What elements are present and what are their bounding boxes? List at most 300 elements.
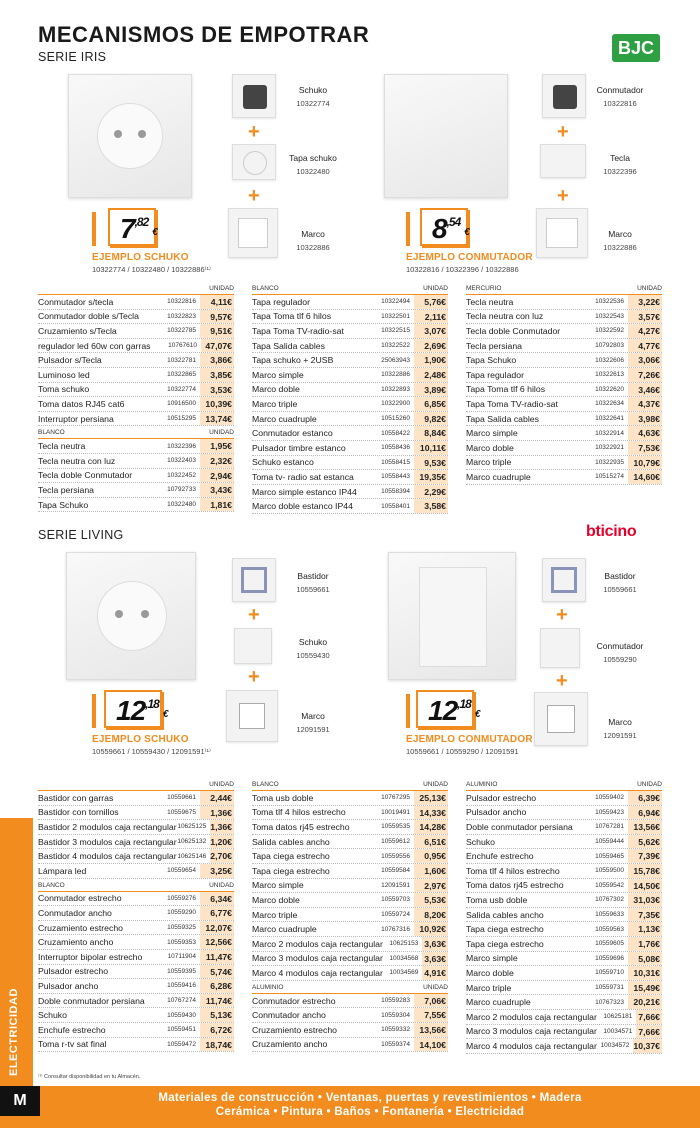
plus-sign: + — [556, 604, 568, 626]
table-header — [38, 426, 234, 439]
product-price: 2,48€ — [414, 368, 448, 382]
product-name: Lámpara led — [38, 865, 87, 876]
table-row — [38, 979, 234, 994]
product-code: 10559724 — [381, 911, 410, 919]
product-code: 10322900 — [381, 400, 410, 408]
caption: Conmutador 10559290 — [596, 641, 644, 664]
table-row — [466, 426, 662, 441]
product-code: 10559395 — [167, 967, 196, 975]
product-price: 3,63€ — [424, 953, 446, 964]
table-row — [38, 439, 234, 454]
table-row — [466, 981, 662, 996]
product-price: 3,22€ — [628, 295, 662, 309]
product-price: 3,53€ — [200, 383, 234, 397]
table-row — [38, 835, 234, 850]
product-code: 10558401 — [381, 502, 410, 510]
product-code: 10515295 — [167, 415, 196, 423]
product-price: 6,85€ — [414, 397, 448, 411]
product-code: 10559374 — [381, 1040, 410, 1048]
product-code: 10034572 — [600, 1042, 630, 1050]
example-codes: 10322816 / 10322396 / 10322886 — [406, 265, 519, 274]
product-price: 5,76€ — [414, 295, 448, 309]
price-table — [466, 282, 662, 485]
schuko-socket-image — [68, 74, 192, 198]
product-name: Luminoso led — [38, 369, 90, 380]
product-name: Marco doble — [466, 442, 514, 453]
product-name: Toma tlf 4 hilos estrecho — [466, 865, 560, 876]
product-name: Tapa ciega estrecho — [466, 938, 544, 949]
product-price: 1,36€ — [200, 806, 234, 820]
product-code: 10559633 — [595, 911, 624, 919]
product-name: Marco 2 modulos caja rectangular — [466, 1011, 597, 1022]
product-name: Salida cables ancho — [466, 909, 544, 920]
product-name: Tapa Toma TV-radio-sat — [466, 398, 558, 409]
table-row — [252, 994, 448, 1009]
table-row — [38, 1008, 234, 1023]
product-name: Cruzamiento estrecho — [252, 1024, 337, 1035]
caption: Tecla 10322396 — [603, 153, 637, 176]
product-name: Marco doble — [252, 894, 300, 905]
product-price: 5,74€ — [200, 965, 234, 979]
product-price: 9,82€ — [414, 412, 448, 426]
product-code: 10767295 — [381, 794, 410, 802]
table-row — [252, 412, 448, 427]
table-row — [466, 310, 662, 325]
product-name: Cruzamiento ancho — [252, 1039, 328, 1050]
table-row — [38, 921, 234, 936]
product-price: 12,56€ — [200, 935, 234, 949]
product-name: Tecla neutra — [466, 296, 514, 307]
serie-iris-heading: SERIE IRIS — [38, 50, 107, 64]
product-name: Pulsador timbre estanco — [252, 442, 346, 453]
product-price: 11,47€ — [200, 950, 234, 964]
product-code: 10559451 — [167, 1026, 196, 1034]
product-name: Marco simple estanco IP44 — [252, 486, 357, 497]
product-price: 3,58€ — [414, 499, 448, 513]
table-row — [252, 864, 448, 879]
product-code: 10916500 — [167, 400, 196, 408]
price-table — [252, 282, 448, 514]
product-price: 2,44€ — [200, 791, 234, 805]
table-row — [466, 383, 662, 398]
product-name: Bastidor con tornillos — [38, 807, 119, 818]
product-code: 10711904 — [167, 953, 196, 961]
table-row — [252, 485, 448, 500]
product-price: 9,51€ — [200, 324, 234, 338]
product-price: 1,20€ — [210, 836, 232, 847]
table-row — [252, 835, 448, 850]
product-price: 3,86€ — [200, 353, 234, 367]
example-label: EJEMPLO SCHUKO — [92, 734, 189, 745]
product-code: 10322543 — [595, 312, 624, 320]
product-code: 10322914 — [595, 429, 624, 437]
product-name: Marco doble — [466, 967, 514, 978]
table-row — [38, 454, 234, 469]
table-row — [38, 397, 234, 412]
table-row — [252, 441, 448, 456]
table-row — [466, 397, 662, 412]
product-name: Marco simple — [252, 369, 304, 380]
product-name: Schuko — [466, 836, 495, 847]
tapa-schuko-image — [232, 144, 276, 180]
product-code: 10322620 — [595, 385, 624, 393]
product-code: 10559332 — [381, 1026, 410, 1034]
table-row — [38, 498, 234, 513]
table-row — [466, 1010, 662, 1025]
table-row — [252, 806, 448, 821]
product-code: 10322865 — [167, 371, 196, 379]
table-row — [252, 1008, 448, 1023]
table-row — [38, 469, 234, 484]
table-row — [38, 383, 234, 398]
table-row — [466, 1025, 662, 1040]
product-code: 10767323 — [595, 998, 624, 1006]
product-code: 10322935 — [595, 458, 624, 466]
product-price: 14,60€ — [628, 470, 662, 484]
table-row — [252, 310, 448, 325]
table-row — [466, 908, 662, 923]
price-tag: 12 ,18 € — [104, 690, 162, 728]
product-code: 10559654 — [167, 867, 196, 875]
price-accent — [406, 212, 410, 246]
table-unit-label: UNIDAD — [423, 285, 448, 292]
product-name: Tapa Schuko — [38, 499, 89, 510]
product-price: 6,77€ — [200, 906, 234, 920]
product-code: 10322536 — [595, 298, 624, 306]
product-price: 5,53€ — [414, 893, 448, 907]
product-price: 4,11€ — [200, 295, 234, 309]
table-group-label: BLANCO — [252, 285, 279, 292]
product-name: Cruzamiento estrecho — [38, 922, 123, 933]
table-row — [466, 893, 662, 908]
table-row — [252, 849, 448, 864]
bjc-logo: BJC — [612, 34, 660, 62]
product-price: 1,90€ — [414, 353, 448, 367]
bastidor-image — [232, 558, 276, 602]
table-group-label: BLANCO — [252, 781, 279, 788]
product-code: 10625153 — [389, 940, 419, 948]
caption: Marco 12091591 — [296, 711, 330, 734]
product-name: Conmutador ancho — [252, 1010, 326, 1021]
table-unit-label: UNIDAD — [209, 881, 234, 889]
product-name: Toma usb doble — [466, 894, 528, 905]
plus-sign: + — [248, 604, 260, 626]
plus-sign: + — [248, 121, 260, 143]
product-code: 10559605 — [595, 940, 624, 948]
product-code: 10767316 — [381, 925, 410, 933]
table-group-label: BLANCO — [38, 429, 65, 437]
plus-sign: + — [557, 121, 569, 143]
price-accent — [406, 694, 410, 728]
product-name: Conmutador doble s/Tecla — [38, 311, 139, 322]
product-name: Tapa Salida cables — [466, 413, 539, 424]
product-price: 1,60€ — [414, 864, 448, 878]
product-code: 12091591 — [381, 881, 410, 889]
product-code: 10559542 — [595, 881, 624, 889]
table-row — [38, 483, 234, 498]
table-row — [252, 1023, 448, 1038]
product-price: 3,89€ — [414, 383, 448, 397]
product-code: 10559444 — [595, 838, 624, 846]
product-price: 3,98€ — [628, 412, 662, 426]
product-price: 1,81€ — [200, 498, 234, 512]
marco-image — [536, 208, 588, 258]
product-code: 10558422 — [381, 429, 410, 437]
product-code: 10792733 — [167, 486, 196, 494]
product-name: Conmutador s/tecla — [38, 296, 114, 307]
living-schuko-image — [66, 552, 196, 680]
footer-categories-line2: Cerámica • Pintura • Baños • Fontanería • Electricidad — [215, 1106, 525, 1118]
table-row — [252, 397, 448, 412]
product-price: 4,27€ — [628, 324, 662, 338]
product-name: Pulsador estrecho — [38, 966, 109, 977]
product-code: 10322494 — [381, 298, 410, 306]
product-name: Pulsador ancho — [466, 807, 527, 818]
product-name: Toma schuko — [38, 384, 90, 395]
table-row — [252, 339, 448, 354]
table-header — [252, 981, 448, 994]
product-code: 10792803 — [595, 342, 624, 350]
caption: Bastidor 10559661 — [603, 571, 637, 594]
product-price: 2,94€ — [200, 469, 234, 483]
product-price: 2,11€ — [414, 310, 448, 324]
product-name: Doble conmutador persiana — [466, 821, 573, 832]
product-price: 1,36€ — [210, 822, 232, 833]
product-price: 6,39€ — [628, 791, 662, 805]
product-price: 10,39€ — [200, 397, 234, 411]
product-name: Bastidor 2 modulos caja rectangular — [38, 821, 177, 832]
product-name: Tapa Salida cables — [252, 340, 325, 351]
product-code: 10559661 — [167, 794, 196, 802]
table-row — [252, 820, 448, 835]
product-code: 10625146 — [177, 852, 207, 860]
product-code: 10625125 — [177, 823, 207, 831]
price-table — [466, 778, 662, 1054]
product-name: Marco 3 modulos caja rectangular — [466, 1026, 597, 1037]
product-price: 12,07€ — [200, 921, 234, 935]
product-price: 14,10€ — [414, 1038, 448, 1052]
table-header — [252, 778, 448, 791]
product-price: 2,29€ — [414, 485, 448, 499]
table-row — [38, 820, 234, 835]
product-code: 10559283 — [381, 997, 410, 1005]
table-row — [38, 1023, 234, 1038]
table-row — [466, 820, 662, 835]
price-tag: 7 ,82 € — [108, 208, 156, 246]
table-header — [466, 778, 662, 791]
table-row — [466, 864, 662, 879]
product-name: Marco triple — [466, 982, 512, 993]
product-code: 10559402 — [595, 794, 624, 802]
table-row — [466, 952, 662, 967]
product-name: Marco cuadruple — [466, 471, 531, 482]
product-name: Toma datos rj45 estrecho — [252, 821, 350, 832]
product-price: 2,32€ — [200, 454, 234, 468]
product-price: 47,07€ — [201, 339, 234, 353]
product-code: 10515260 — [381, 415, 410, 423]
product-code: 10559731 — [595, 984, 624, 992]
table-row — [466, 849, 662, 864]
table-row — [38, 310, 234, 325]
caption: Tapa schuko 10322480 — [289, 153, 337, 176]
product-code: 10558394 — [381, 488, 410, 496]
plus-sign: + — [248, 666, 260, 688]
product-name: Tapa regulador — [252, 296, 310, 307]
product-code: 10559535 — [381, 823, 410, 831]
product-price: 8,20€ — [414, 908, 448, 922]
product-code: 10559325 — [167, 924, 196, 932]
caption: Marco 10322886 — [603, 229, 637, 252]
plus-sign: + — [556, 670, 568, 692]
product-code: 10559430 — [167, 1011, 196, 1019]
product-code: 10559465 — [595, 852, 624, 860]
product-price: 5,62€ — [628, 835, 662, 849]
socket-face — [97, 103, 163, 169]
plus-sign: + — [248, 185, 260, 207]
product-price: 9,57€ — [200, 310, 234, 324]
product-price: 15,49€ — [628, 981, 662, 995]
product-price: 31,03€ — [628, 893, 662, 907]
product-price: 2,97€ — [414, 879, 448, 893]
product-name: Schuko estanco — [252, 457, 314, 468]
product-name: Enchufe estrecho — [466, 851, 534, 862]
table-row — [38, 849, 234, 864]
footnote: ⁽¹⁾ Consultar disponibilidad en tu Almacén. — [38, 1074, 141, 1080]
product-code: 10559675 — [167, 808, 196, 816]
table-row — [38, 339, 234, 354]
product-code: 10559584 — [381, 867, 410, 875]
page-title: MECANISMOS DE EMPOTRAR — [38, 22, 370, 47]
table-row — [466, 1039, 662, 1054]
table-row — [38, 324, 234, 339]
product-name: Bastidor 3 modulos caja rectangular — [38, 836, 177, 847]
schuko-module-image — [234, 628, 272, 664]
table-row — [466, 456, 662, 471]
product-name: Pulsador s/Tecla — [38, 355, 102, 366]
product-name: Enchufe estrecho — [38, 1024, 106, 1035]
table-unit-label: UNIDAD — [209, 429, 234, 437]
product-price: 7,06€ — [414, 994, 448, 1008]
example-label: EJEMPLO CONMUTADOR — [406, 734, 533, 745]
product-name: Toma usb doble — [252, 792, 314, 803]
example-codes: 10322774 / 10322480 / 10322886⁽¹⁾ — [92, 265, 211, 274]
product-code: 10559416 — [167, 982, 196, 990]
product-price: 4,91€ — [424, 968, 446, 979]
product-name: Tapa Schuko — [466, 355, 517, 366]
product-name: Pulsador ancho — [38, 980, 99, 991]
product-name: Tapa schuko + 2USB — [252, 355, 334, 366]
product-name: Tecla neutra — [38, 441, 86, 452]
product-code: 10322893 — [381, 385, 410, 393]
product-code: 25063943 — [381, 356, 410, 364]
product-price: 4,77€ — [628, 339, 662, 353]
bastidor-image — [542, 558, 586, 602]
table-row — [252, 456, 448, 471]
marco-image — [534, 692, 588, 746]
product-name: Toma r-tv sat final — [38, 1039, 107, 1050]
product-code: 10322606 — [595, 356, 624, 364]
product-name: Marco 4 modulos caja rectangular — [466, 1040, 597, 1051]
product-price: 10,92€ — [414, 922, 448, 936]
product-price: 10,11€ — [414, 441, 448, 455]
table-row — [466, 324, 662, 339]
product-code: 10322403 — [167, 457, 196, 465]
product-name: Marco simple — [252, 880, 304, 891]
product-price: 6,94€ — [628, 806, 662, 820]
product-price: 6,34€ — [200, 892, 234, 906]
product-price: 6,51€ — [414, 835, 448, 849]
table-header — [38, 879, 234, 892]
table-row — [466, 412, 662, 427]
product-code: 10767610 — [168, 342, 198, 350]
caption: Marco 12091591 — [603, 717, 637, 740]
product-name: Tapa ciega estrecho — [252, 865, 330, 876]
table-row — [252, 426, 448, 441]
product-price: 6,72€ — [200, 1023, 234, 1037]
product-code: 10559472 — [167, 1040, 196, 1048]
table-row — [252, 499, 448, 514]
table-row — [38, 965, 234, 980]
product-code: 10558415 — [381, 458, 410, 466]
product-price: 3,57€ — [628, 310, 662, 324]
product-price: 3,85€ — [200, 368, 234, 382]
product-name: Conmutador ancho — [38, 907, 112, 918]
price-table — [38, 778, 234, 1052]
table-header — [38, 282, 234, 295]
table-group-label: BLANCO — [38, 881, 65, 889]
product-code: 10559612 — [381, 838, 410, 846]
product-code: 10559556 — [381, 852, 410, 860]
product-code: 10767281 — [595, 823, 624, 831]
schuko-mechanism-image — [232, 74, 276, 118]
product-name: Tapa Toma tlf 6 hilos — [252, 311, 332, 322]
product-price: 19,35€ — [414, 470, 448, 484]
table-row — [466, 937, 662, 952]
product-code: 10322480 — [167, 501, 196, 509]
table-row — [466, 835, 662, 850]
product-name: Tapa regulador — [466, 369, 524, 380]
product-price: 3,63€ — [424, 938, 446, 949]
product-code: 10559423 — [595, 808, 624, 816]
table-unit-label: UNIDAD — [637, 285, 662, 292]
table-row — [38, 935, 234, 950]
tecla-image — [540, 144, 586, 178]
table-row — [252, 966, 448, 981]
table-unit-label: UNIDAD — [423, 781, 448, 788]
table-row — [252, 893, 448, 908]
product-code: 10019491 — [381, 808, 410, 816]
product-price: 14,33€ — [414, 806, 448, 820]
table-row — [38, 994, 234, 1009]
product-code: 10034571 — [603, 1027, 633, 1035]
product-name: Marco triple — [252, 398, 298, 409]
product-code: 10034569 — [389, 969, 419, 977]
price-accent — [92, 694, 96, 728]
product-price: 15,78€ — [628, 864, 662, 878]
footer-categories-line1: Materiales de construcción • Ventanas, puertas y revestimientos • Madera — [158, 1092, 582, 1104]
product-price: 1,13€ — [628, 922, 662, 936]
product-price: 7,55€ — [414, 1008, 448, 1022]
product-name: Cruzamiento s/Tecla — [38, 325, 117, 336]
product-code: 10322921 — [595, 444, 624, 452]
table-row — [38, 906, 234, 921]
serie-living-heading: SERIE LIVING — [38, 528, 124, 542]
product-name: Pulsador estrecho — [466, 792, 537, 803]
product-price: 3,07€ — [414, 324, 448, 338]
product-name: Conmutador estanco — [252, 428, 333, 439]
product-price: 4,63€ — [628, 426, 662, 440]
product-price: 6,28€ — [200, 979, 234, 993]
